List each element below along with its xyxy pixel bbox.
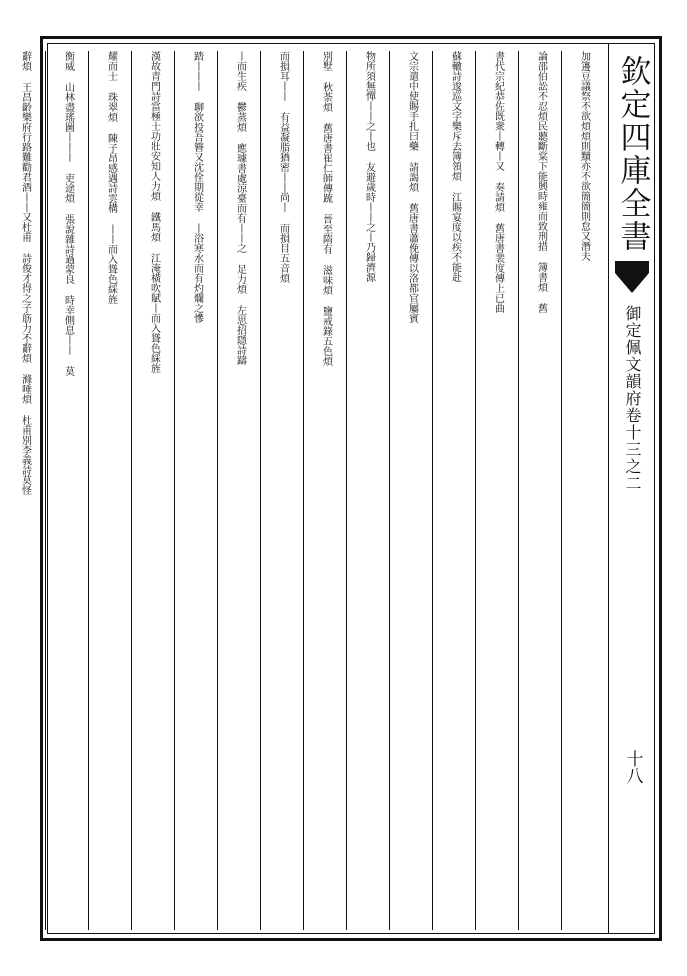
text-column bbox=[303, 51, 347, 930]
text-column bbox=[561, 51, 605, 930]
column-text: 文宗遣中使賜手扎曰藥 請謁煩 舊唐書蕭俛傳以洛都官屬賓 bbox=[406, 51, 418, 323]
column-text: 蘇轍詩逡巡文字樂斥去簿領煩 江賜宴度以疾不能赴 bbox=[449, 51, 461, 282]
column-text: 丨而生疾 鬱蒸煩 應璩書處涼臺而有丨丨之 足力煩 左思招隱詩躊 bbox=[234, 51, 246, 365]
text-column bbox=[45, 51, 89, 930]
text-column bbox=[131, 51, 175, 930]
text-column bbox=[88, 51, 132, 930]
column-text: 加籩豆議祭不欲煩煩則黷亦不欲簡簡則怠又潛夫 bbox=[578, 51, 590, 261]
page-number: 十八 bbox=[622, 750, 643, 784]
text-column bbox=[518, 51, 562, 930]
column-text: 辭煩 王昌齡樂府行路難勸君酒丨丨又杜甫 詩俊才得之子筋力不辭煩 滌唾煩 杜甫別李義詩莫怪 bbox=[19, 51, 31, 495]
text-columns bbox=[19, 47, 605, 930]
column-text: 踏丨丨丨 聊欲投吾簪又沈佺期從幸 丨浴寒水而有灼爛之慘 bbox=[191, 51, 203, 323]
column-text: 論邵伯訟不忍煩民聽斷棠下能興時雍而致刑措 簿書煩 舊 bbox=[535, 51, 547, 313]
text-column bbox=[3, 51, 46, 930]
column-text: 物所須無憚丨丨之丨也 友避歲時丨丨之丨乃歸濟源 bbox=[363, 51, 375, 282]
text-column bbox=[217, 51, 261, 930]
text-column bbox=[389, 51, 433, 930]
volume-title: 御定佩文韻府卷十三之二 bbox=[623, 305, 642, 492]
text-column bbox=[174, 51, 218, 930]
column-text: 漢故青門詩當極士功壯安知人力煩 鐵馬煩 江淹橫吹賦丨而入聳色綵旌 bbox=[148, 51, 160, 373]
header-column bbox=[608, 43, 655, 934]
fishtail-mark-icon bbox=[615, 261, 649, 301]
column-text: 而損耳丨丨 有益凝脂猶密丨丨尚丨 而損目五音煩 bbox=[277, 51, 289, 283]
column-text: 別墅 秋荼煩 舊唐書崔仁師傳䟽 晉至隋有 滋味煩 鹽戒錄五色煩 bbox=[320, 51, 332, 366]
column-text: 衡威 山林盡瑤圖丨丨丨 吏途煩 張說雜詩過蒙良 時幸側息丨丨 莫 bbox=[62, 51, 74, 376]
text-column bbox=[346, 51, 390, 930]
column-text: 書代宗紀恭佐既衆丨轉丨又 奏請煩 舊唐書裴度傳上已曲 bbox=[492, 51, 504, 313]
text-column bbox=[432, 51, 476, 930]
text-column bbox=[260, 51, 304, 930]
text-column bbox=[475, 51, 519, 930]
collection-title: 欽定四庫全書 bbox=[614, 55, 651, 253]
column-text: 耀而士 珠翠煩 陳子昂感遇詩雲構 丨丨而入聳色綵旌 bbox=[105, 51, 117, 304]
page-frame bbox=[19, 36, 662, 941]
